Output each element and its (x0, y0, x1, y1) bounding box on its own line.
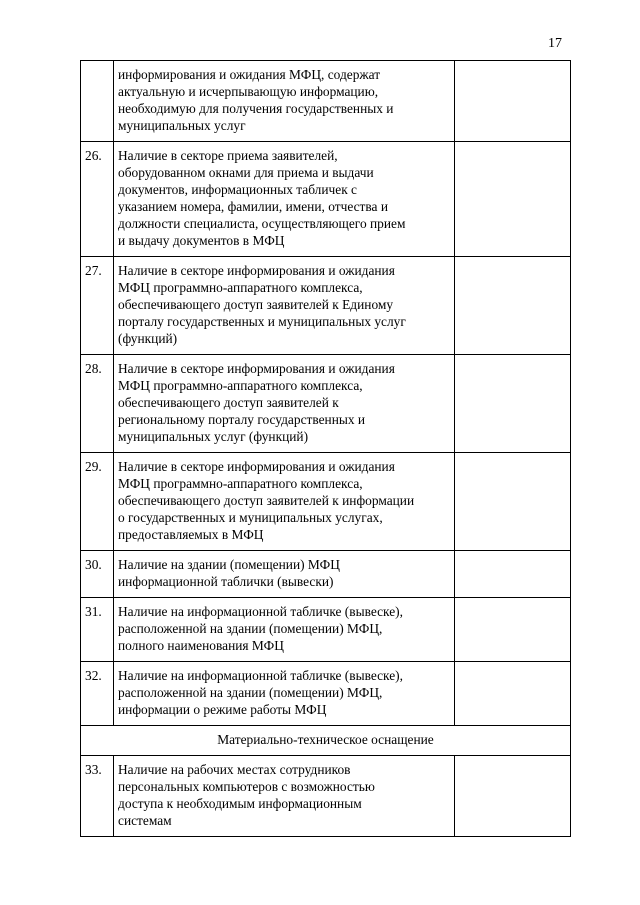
table-row (81, 61, 571, 142)
row-number: 31. (81, 598, 114, 662)
table-row (81, 662, 571, 726)
row-criterion-text: Наличие на здании (помещении) МФЦ информационной таблички (вывески) (114, 551, 455, 598)
row-value-cell (455, 756, 571, 837)
row-number: 26. (81, 142, 114, 257)
row-value-cell (455, 662, 571, 726)
table-row (81, 756, 571, 837)
row-criterion-text: информирования и ожидания МФЦ, содержат актуальную и исчерпывающую информацию, необходимую для получения государственных и муниципальных услуг (114, 61, 455, 142)
table-row (81, 355, 571, 453)
row-criterion-text: Наличие в секторе информирования и ожидания МФЦ программно-аппаратного комплекса, обеспечивающего доступ заявителей к региональному порталу государственных и муниципальных услуг (функций) (114, 355, 455, 453)
row-criterion-text: Наличие на рабочих местах сотрудников персональных компьютеров с возможностью доступа к необходимым информационным системам (114, 756, 455, 837)
row-value-cell (455, 355, 571, 453)
criteria-table (80, 60, 571, 837)
table-row (81, 257, 571, 355)
row-value-cell (455, 551, 571, 598)
section-heading-row (81, 726, 571, 756)
table-row (81, 551, 571, 598)
page-number: 17 (548, 36, 562, 51)
row-value-cell (455, 142, 571, 257)
row-criterion-text: Наличие в секторе информирования и ожидания МФЦ программно-аппаратного комплекса, обеспечивающего доступ заявителей к Единому порталу государственных и муниципальных услуг (функций) (114, 257, 455, 355)
row-criterion-text: Наличие на информационной табличке (вывеске), расположенной на здании (помещении) МФЦ, полного наименования МФЦ (114, 598, 455, 662)
table-row (81, 142, 571, 257)
row-criterion-text: Наличие в секторе приема заявителей, оборудованном окнами для приема и выдачи документов, информационных табличек с указанием номера, фамилии, имени, отчества и должности специалиста, осуществляющего прием и выдачу документов в МФЦ (114, 142, 455, 257)
row-criterion-text: Наличие на информационной табличке (вывеске), расположенной на здании (помещении) МФЦ, информации о режиме работы МФЦ (114, 662, 455, 726)
section-heading: Материально-техническое оснащение (81, 726, 571, 756)
row-number: 32. (81, 662, 114, 726)
row-value-cell (455, 61, 571, 142)
row-number: 30. (81, 551, 114, 598)
row-value-cell (455, 257, 571, 355)
row-number: 33. (81, 756, 114, 837)
row-value-cell (455, 453, 571, 551)
row-number: 28. (81, 355, 114, 453)
row-criterion-text: Наличие в секторе информирования и ожидания МФЦ программно-аппаратного комплекса, обеспечивающего доступ заявителей к информации о государственных и муниципальных услугах, предоставляемых в МФЦ (114, 453, 455, 551)
table-row (81, 598, 571, 662)
row-number (81, 61, 114, 142)
row-value-cell (455, 598, 571, 662)
table-row (81, 453, 571, 551)
row-number: 27. (81, 257, 114, 355)
row-number: 29. (81, 453, 114, 551)
